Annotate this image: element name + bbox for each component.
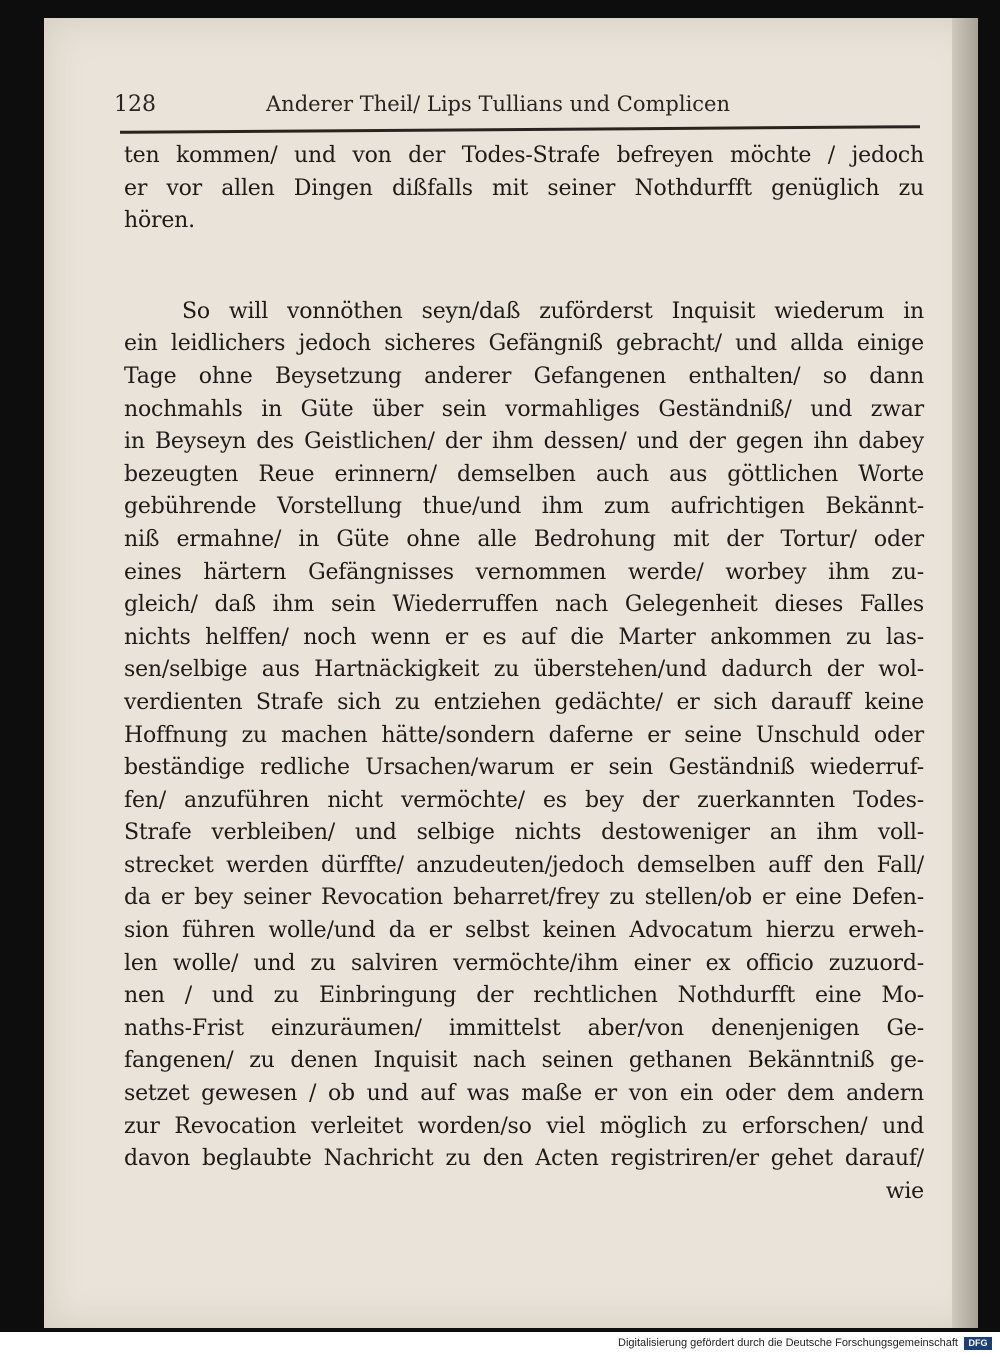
- page-header: [114, 86, 814, 126]
- text-line: fen/ anzuführen nicht vermöchte/ es bey der zuerkannten Todes-: [124, 787, 924, 813]
- text-line: Strafe verbleiben/ und selbige nichts destoweniger an ihm voll-: [124, 820, 924, 846]
- text-line: fangenen/ zu denen Inquisit nach seinen gethanen Bekänntniß ge-: [124, 1048, 924, 1074]
- text-line: Hoffnung zu machen hätte/sondern daferne er seine Unschuld oder: [124, 722, 924, 748]
- text-line: sen/selbige aus Hartnäckigkeit zu überstehen/und dadurch der wol-: [124, 657, 924, 683]
- text-line: eines härtern Gefängnisses vernommen werde/ worbey ihm zu-: [124, 559, 924, 585]
- text-line: strecket werden dürffte/ anzudeuten/jedoch demselben auff den Fall/: [124, 852, 924, 878]
- text-line: verdienten Strafe sich zu entziehen gedächte/ er sich darauff keine: [124, 689, 924, 715]
- text-line: er vor allen Dingen dißfalls mit seiner Nothdurfft genüglich zu: [124, 175, 924, 201]
- running-head: Anderer Theil/ Lips Tullians und Complicen: [266, 92, 730, 116]
- dfg-logo: DFG: [964, 1337, 992, 1350]
- text-line: gleich/ daß ihm sein Wiederruffen nach Gelegenheit dieses Falles: [124, 592, 924, 618]
- paragraph-gap: [124, 238, 924, 296]
- text-line: zur Revocation verleitet worden/so viel möglich zu erforschen/ und: [124, 1113, 924, 1139]
- text-line: ten kommen/ und von der Todes-Strafe befreyen möchte / jedoch: [124, 143, 924, 168]
- text-line: beständige redliche Ursachen/warum er sein Geständniß wiederruf-: [124, 755, 924, 781]
- page-edge: [952, 18, 978, 1328]
- text-line: in Beyseyn des Geistlichen/ der ihm dessen/ und der gegen ihn dabey: [124, 429, 924, 455]
- digitization-credit-bar: [0, 1334, 1000, 1354]
- text-line: naths-Frist einzuräumen/ immittelst aber/von denenjenigen Ge-: [124, 1015, 924, 1041]
- text-line: setzet gewesen / ob und auf was maße er von ein oder dem andern: [124, 1081, 924, 1107]
- catchword: wie: [885, 1178, 924, 1204]
- text-line: Tage ohne Beysetzung anderer Gefangenen enthalten/ so dann: [124, 363, 924, 389]
- text-line: nen / und zu Einbringung der rechtlichen Nothdurfft eine Mo-: [124, 983, 924, 1009]
- text-line: nichts helffen/ noch wenn er es auf die Marter ankommen zu las-: [124, 624, 924, 650]
- paragraph-first-line: So will vonnöthen seyn/daß zuförderst Inquisit wiederum in: [182, 298, 924, 324]
- text-line: sion führen wolle/und da er selbst keinen Advocatum hierzu erweh-: [124, 918, 924, 944]
- page-number: 128: [114, 92, 156, 117]
- text-line: hören.: [124, 208, 195, 234]
- text-line: nochmahls in Güte über sein vormahliges Geständniß/ und zwar: [124, 396, 924, 422]
- text-line: davon beglaubte Nachricht zu den Acten registriren/er gehet darauf/: [124, 1146, 924, 1172]
- text-line: ein leidlichers jedoch sicheres Gefängniß gebracht/ und allda einige: [124, 331, 924, 357]
- body-text: [124, 140, 924, 1208]
- text-line: gebührende Vorstellung thue/und ihm zum aufrichtigen Bekännt-: [124, 494, 924, 520]
- credit-text: Digitalisierung gefördert durch die Deutsche Forschungsgemeinschaft: [618, 1337, 958, 1349]
- text-line: len wolle/ und zu salviren vermöchte/ihm einer ex officio zuzuord-: [124, 950, 924, 976]
- text-line: bezeugten Reue erinnern/ demselben auch aus göttlichen Worte: [124, 461, 924, 487]
- text-line: niß ermahne/ in Güte ohne alle Bedrohung mit der Tortur/ oder: [124, 526, 924, 552]
- text-line: da er bey seiner Revocation beharret/frey zu stellen/ob er eine Defen-: [124, 885, 924, 911]
